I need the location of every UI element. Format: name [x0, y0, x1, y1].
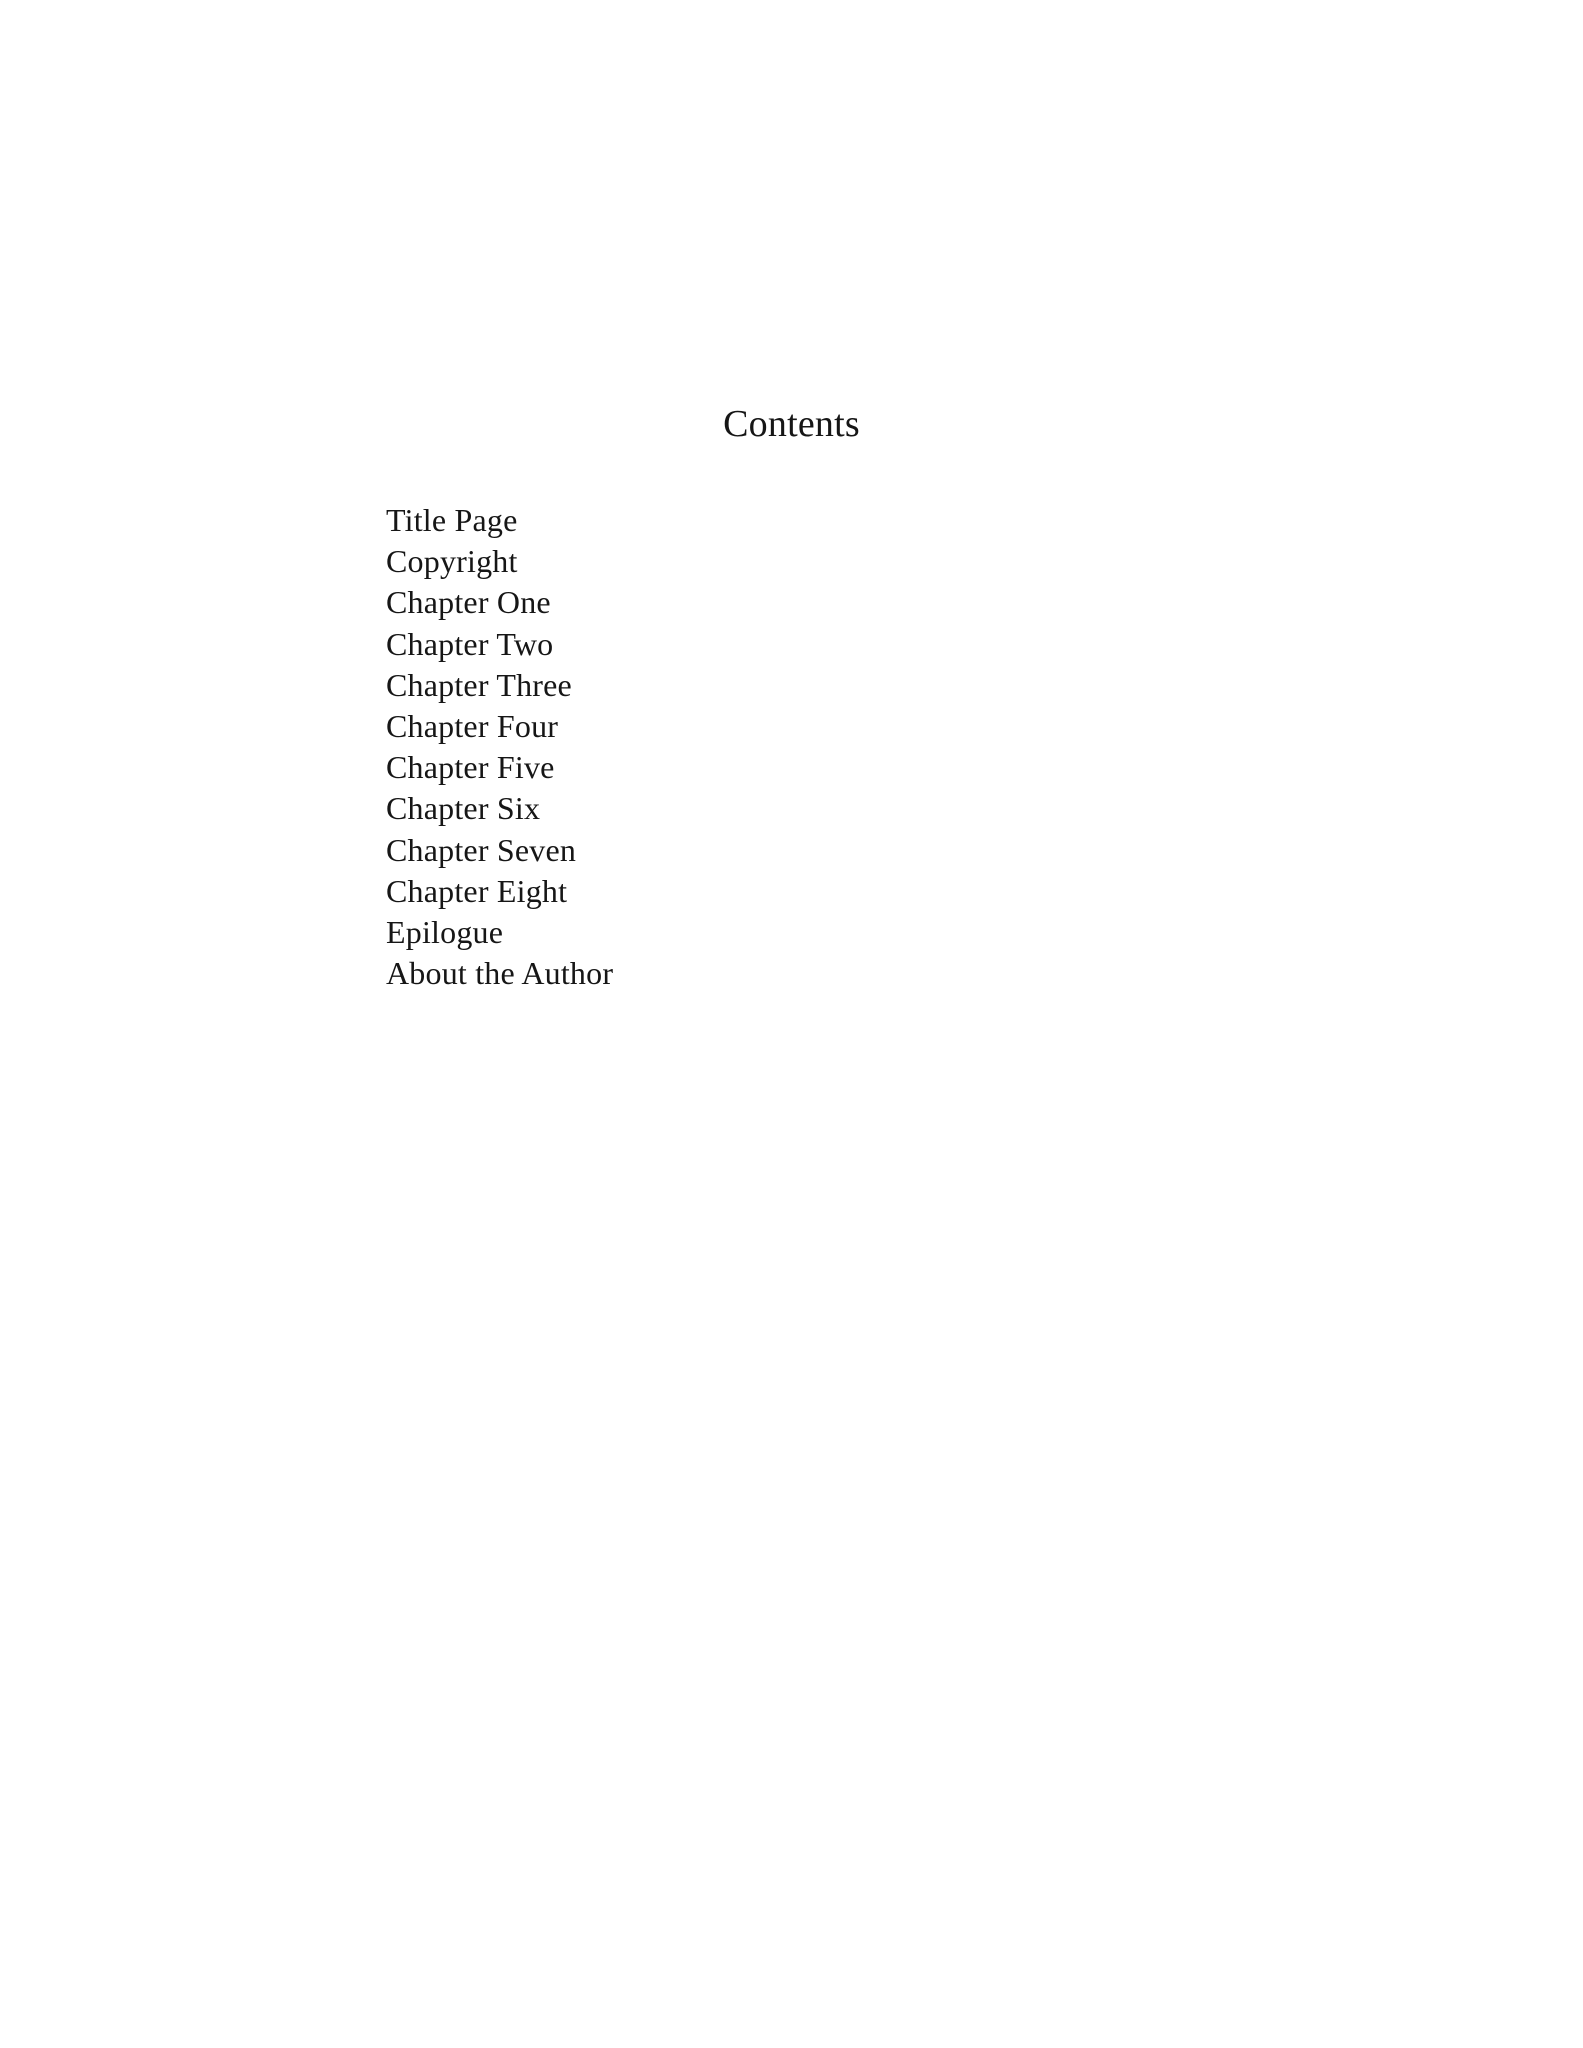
toc-entry-chapter-four[interactable]: Chapter Four — [386, 707, 559, 744]
toc-entry-chapter-five[interactable]: Chapter Five — [386, 749, 555, 786]
toc-entry-chapter-two[interactable]: Chapter Two — [386, 625, 554, 662]
toc-entry-chapter-six[interactable]: Chapter Six — [386, 790, 541, 827]
toc-entry-copyright[interactable]: Copyright — [386, 543, 518, 580]
toc-heading: Contents — [723, 403, 860, 445]
toc-entry-chapter-one[interactable]: Chapter One — [386, 584, 551, 621]
toc-entry-about-the-author[interactable]: About the Author — [386, 955, 614, 992]
toc-entry-chapter-seven[interactable]: Chapter Seven — [386, 831, 577, 868]
toc-entry-epilogue[interactable]: Epilogue — [386, 913, 504, 950]
toc-entry-title-page[interactable]: Title Page — [386, 502, 518, 538]
toc-entry-chapter-three[interactable]: Chapter Three — [386, 666, 572, 703]
toc-list — [386, 500, 613, 994]
toc-entry-chapter-eight[interactable]: Chapter Eight — [386, 872, 568, 909]
